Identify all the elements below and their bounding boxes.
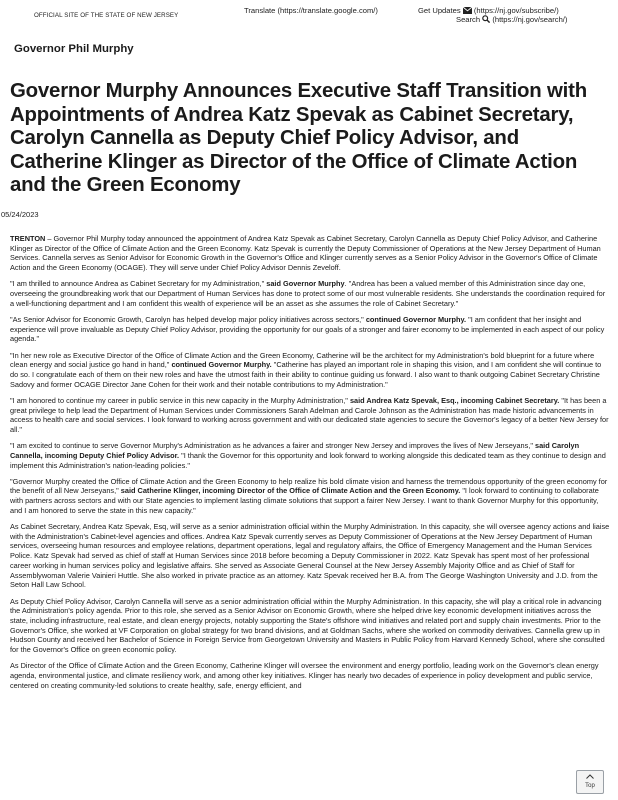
governor-name-link[interactable]: Governor Phil Murphy bbox=[14, 43, 134, 55]
paragraph-bold-text: TRENTON bbox=[10, 234, 46, 243]
article-paragraph bbox=[10, 396, 610, 435]
search-url: (https://nj.gov/search/) bbox=[492, 15, 568, 24]
paragraph-bold-text: said Andrea Katz Spevak, Esq., incoming Cabinet Secretary. bbox=[349, 395, 560, 405]
paragraph-text: "I am honored to continue my career in public service in this new capacity in the Murphy Administration," bbox=[10, 395, 350, 405]
paragraph-text: "I thank the Governor for this opportunity and look forward to working alongside this dedicated team as they continue to design and implement this Administration's nation-leading policies." bbox=[10, 450, 606, 470]
paragraph-text: "Catherine has played an important role in shaping this vision, and I am confident she will continue to do so. I congratulate each of them on their new roles and have the utmost faith in their ability to continue guiding us forward. I also want to thank outgoing Cabinet Secretary Christine Sadovy and former OCAGE Director Jane Cohen for their work and their notable contributions to my Administration." bbox=[10, 360, 602, 389]
get-updates-url: (https://nj.gov/subscribe/) bbox=[473, 6, 559, 15]
article-paragraph bbox=[10, 234, 610, 273]
paragraph-text: . "Andrea has been a valued member of this Administration since day one, overseeing the groundbreaking work that our Department of Human Services has done to protect some of our most vulnerable residents. She understands the coordination required for a well-functioning department and I am confident this wealth of experience will be an asset as she assumes the role of Cabinet Secretary." bbox=[10, 279, 606, 308]
paragraph-text: – Governor Phil Murphy today announced the appointment of Andrea Katz Spevak as Cabinet Secretary, Carolyn Cannella as Deputy Chief Policy Advisor, and Catherine Klinger as Director of the Office of Climate Action and the Green Economy. Katz Spevak is currently the Deputy Commissioner of Operations at the New Jersey Department of Human Services. Cannella serves as Senior Advisor for Economic Growth in the Governor's Office and Klinger currently serves as a Senior Policy Advisor in the Governor's Office of Climate Action and the Green Economy (OCAGE). They will serve under Chief Policy Advisor Dennis Zeveloff. bbox=[10, 234, 601, 273]
article-paragraph bbox=[10, 351, 610, 390]
paragraph-text: As Director of the Office of Climate Action and the Green Economy, Catherine Klinger will oversee the environment and energy portfolio, leading work on the Governor's clean energy agenda, environmental justice, and climate resiliency work, and among other key initiatives. Klinger has nearly two decades of experience in policy development and public service, centered on creating community-led solutions to create healthy, safe, energy efficient, and bbox=[10, 661, 599, 690]
paragraph-text: "Governor Murphy created the Office of Climate Action and the Green Economy to help realize his bold climate vision and harness the tremendous opportunity of the green economy for the benefit of all New Jerseyans," bbox=[10, 476, 608, 496]
paragraph-bold-text: said Governor Murphy bbox=[266, 279, 345, 289]
paragraph-text: As Cabinet Secretary, Andrea Katz Spevak, Esq, will serve as a senior administration official within the Murphy Administration. In this capacity, she will oversee agency actions and liaise with the Administration's Cabinet-level agencies and offices. Andrea Katz Spevak currently serves as Deputy Commissioner of Operations at the New Jersey Department of Human services, overseeing human resources and employee relations, department operations, legal and regulatory affairs, the Office of Emergency Management and the Human Services Police. Katz Spevak had served as chief of staff at Human Services since 2018 before becoming a Deputy Commissioner in 2022. Katz Spevak has spent most of her professional career working in human services policy and legislative affairs. She served as Associate General Counsel at the New Jersey Assembly Majority Office and as Chief of Staff for Assemblywoman Valerie Vainieri Huttle. She also worked in private practice as an attorney. Katz Spevak received her B.A. from The George Washington University and J.D. from the Seton Hall Law School. bbox=[10, 522, 610, 590]
official-site-label: OFFICIAL SITE OF THE STATE OF NEW JERSEY bbox=[34, 12, 179, 19]
paragraph-text: "I am excited to continue to serve Governor Murphy's Administration as he advances a fairer and stronger New Jersey and improves the lives of New Jerseyans," bbox=[10, 441, 536, 451]
paragraph-text: "In her new role as Executive Director of the Office of Climate Action and the Green Economy, Catherine will be the architect for my Administration's bold blueprint for a future where clean energy and social justice go hand in hand," bbox=[10, 350, 595, 370]
paragraph-bold-text: said Catherine Klinger, incoming Director of the Office of Climate Action and the Green Economy. bbox=[120, 486, 461, 496]
paragraph-bold-text: continued Governor Murphy. bbox=[365, 314, 467, 324]
article-paragraph bbox=[10, 661, 610, 690]
paragraph-bold-text: said Carolyn Cannella, incoming Deputy Chief Policy Advisor. bbox=[10, 441, 580, 460]
paragraph-text: "I look forward to continuing to collaborate with partners across sectors and with our State agencies to implement lasting climate solutions that support a fairer New Jersey. I want to thank Governor Murphy for this opportunity, and I am honored to serve the state in this new capacity." bbox=[10, 486, 599, 515]
paragraph-text: As Deputy Chief Policy Advisor, Carolyn Cannella will serve as a senior administration official within the Murphy Administration. In this capacity, she will play a critical role in advancing the Administration's policy agenda. Prior to this role, she served as a Senior Advisor on Economic Growth, where she helped drive key economic development initiatives across the state, including infrastructure, real estate, and clean energy projects, notably supporting the State's offshore wind initiatives and related port and supply chain investments. Prior to the Governor's Office, she worked at VF Corporation on global strategy for two brand divisions, and at Goldman Sachs, where she worked on commodity derivatives. Cannella grew up in Hudson County and received her Bachelor of Science in Foreign Service from Georgetown University and Masters in Public Policy from Harvard Kennedy School, where she consulted for the Governor's Office on green economic policy. bbox=[10, 596, 605, 655]
search-label: Search bbox=[456, 15, 481, 24]
back-to-top-button[interactable] bbox=[576, 770, 604, 794]
article-paragraph bbox=[10, 522, 610, 590]
article-paragraph bbox=[10, 279, 610, 308]
publish-date: 05/24/2023 bbox=[1, 210, 39, 219]
page-title: Governor Murphy Announces Executive Staff Transition with Appointments of Andrea Katz Spevak as Cabinet Secretary, Carolyn Cannella as Deputy Chief Policy Advisor, and Catherine Klinger as Director of the Office of Climate Action and the Green Economy bbox=[10, 80, 587, 197]
article-paragraph bbox=[10, 441, 610, 470]
translate-link[interactable]: Translate (https://translate.google.com/) bbox=[244, 6, 378, 15]
paragraph-text: "As Senior Advisor for Economic Growth, Carolyn has helped develop major policy initiatives across sectors," bbox=[10, 314, 366, 324]
back-to-top-label: Top bbox=[585, 783, 595, 789]
top-bar bbox=[0, 0, 618, 30]
paragraph-text: "I am thrilled to announce Andrea as Cabinet Secretary for my Administration," bbox=[10, 279, 267, 289]
article-body bbox=[10, 234, 610, 697]
article-paragraph bbox=[10, 477, 610, 516]
get-updates-label: Get Updates bbox=[418, 6, 461, 15]
article-paragraph bbox=[10, 315, 610, 344]
paragraph-bold-text: continued Governor Murphy. bbox=[171, 360, 272, 370]
paragraph-text: "I am confident that her insight and experience will prove invaluable as Deputy Chief Policy Advisor, providing the opportunity for our goals of a stronger and fairer economy to be implemented in each aspect of our policy agenda." bbox=[10, 314, 605, 344]
article-paragraph bbox=[10, 597, 610, 655]
search-icon bbox=[482, 15, 490, 25]
search-link[interactable] bbox=[456, 15, 567, 25]
chevron-up-icon bbox=[586, 774, 594, 779]
paragraph-text: "It has been a great privilege to help lead the Department of Human Services under Commissioners Sarah Adelman and Carole Johnson as the Administration has made historic advancements in access to health care and social services. I look forward to working across government and with our dedicated state agencies to secure the Governor's legacy of a better New Jersey for all." bbox=[10, 395, 609, 434]
